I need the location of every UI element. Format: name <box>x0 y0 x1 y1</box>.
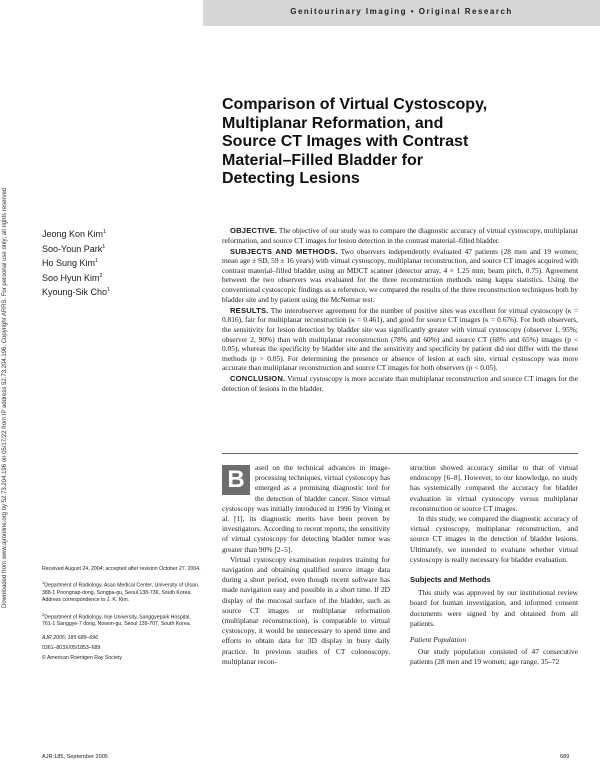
intro-paragraph: B ased on the technical advances in image-processing techniques, virtual cystoscopy has emerged as a promising diagnostic tool for the detection of bladder cancer. Since virtual cystoscopy was initially introduced in 1996 by Vining et al. [1], its diagnostic merits have been proven by investigators. According to recent reports, the sensitivity of virtual cystoscopy for detecting bladder tumor was greater than 90% [2–5]. <box>222 463 390 554</box>
body-paragraph: Virtual cystoscopy examination requires training for navigation and obtaining qualified source image data during a short period, even though recent software has made navigation easy and possible in a short time. If 2D display of the mucosal surface of the bladder, such as source CT images or multiplanar reformation (multiplanar reconstruction), is comparable to virtual cystoscopy, it would be unnecessary to spend time and efforts to obtain data for 3D display in busy daily practice. In previous studies of CT colonoscopy, multiplanar recon- <box>222 554 390 666</box>
title-line: Source CT Images with Contrast <box>222 133 469 150</box>
affiliation-1: $^1$Department of Radiology, Asan Medical Center, University of Ulsan, 388-1 Poongnap-dong, Songpa-gu, Seoul 138-736, South Korea. Address correspondence to J. K. Kim. <box>42 580 200 604</box>
abstract-methods: SUBJECTS AND METHODS. Two observers independently evaluated 47 patients (28 men and 19 women; mean age ± SD, 59 ± 16 years) with virtual cystoscopy, multiplanar reconstruction, and source CT images acquired with contrast material–filled bladder using an MDCT scanner (detector array, 4 × 1.25 mm; beam pitch, 0.75). Agreement between the two observers was evaluated for the three reconstruction methods using kappa statistics. Using the conventional cystoscopic findings as a reference, we compared the results of the three reconstruction techniques both by bladder site and by patient using the McNemar test. <box>222 246 578 304</box>
article-meta <box>42 566 202 668</box>
subsection-heading: Patient Population <box>410 635 467 645</box>
body-paragraph: struction showed accuracy similar to that of virtual endoscopy [6–8]. However, to our knowledge, no study has systemically compared the accuracy for bladder evaluation in virtual cystoscopy versus multiplanar reconstruction or source CT images. <box>410 463 578 513</box>
body-column-2 <box>410 463 578 668</box>
body-paragraph: This study was approved by our institutional review board for human investigation, and informed consent documents were signed by and obtained from all patients. <box>410 588 578 628</box>
section-header: Genitourinary Imaging • Original Research <box>290 7 513 16</box>
affiliation-2: $^2$Department of Radiology, Inje University, Sanggyepaik Hospital, 761-1 Sanggye-7 dong, Nowon-gu, Seoul 139-707, South Korea. <box>42 611 192 628</box>
page-number: 689 <box>560 754 570 760</box>
author: Jeong Kon Kim$^1$ <box>42 229 107 239</box>
abstract-divider <box>222 453 578 454</box>
section-heading: Subjects and Methods <box>410 575 491 585</box>
author-list <box>42 226 202 299</box>
author: Kyoung-Sik Cho$^1$ <box>42 287 111 298</box>
article-title <box>222 96 577 189</box>
issn: 0361–803X/05/1853–689 <box>42 644 101 651</box>
drop-cap: B <box>222 465 250 495</box>
download-notice <box>0 140 14 610</box>
received-dates: Received August 24, 2004; accepted after revision October 27, 2004. <box>42 566 201 572</box>
citation-block: AJR 2005; 185:689–696 <box>42 634 98 641</box>
abstract-results: RESULTS. The interobserver agreement for the number of positive sites was excellent for virtual cystoscopy (κ = 0.816), fair for multiplanar reconstruction (κ = 0.461), and good for source CT images (κ = 0.676). For both observers, the sensitivity for lesion detection by bladder site was significantly greater with virtual cystoscopy (observer 1, 95%; observer 2, 90%) than with multiplanar reconstruction (78% and 60%) and source CT (68% and 65%) images (p < 0.05), whereas the specificity by bladder site and the sensitivity and specificity by patient did not differ with the three methods (p > 0.05). For determining the presence or absence of lesion at each site, virtual cystoscopy was more accurate than multiplanar reconstruction and source CT images for both observers (p < 0.05). <box>222 305 578 373</box>
abstract-objective: OBJECTIVE. The objective of our study was to compare the diagnostic accuracy of virtual cystoscopy, multiplanar reformation, and source CT images for lesion detection in the contrast material–filled bladder. <box>222 226 579 245</box>
title-line: Detecting Lesions <box>222 170 360 187</box>
author: Soo-Youn Park$^1$ <box>42 243 106 254</box>
body-column-1 <box>222 463 390 667</box>
title-line: Comparison of Virtual Cystoscopy, <box>222 96 488 113</box>
copyright: © American Roentgen Ray Society <box>42 655 122 662</box>
author: Ho Sung Kim$^1$ <box>42 258 99 269</box>
download-notice-text: Downloaded from www.ajronline.org by 52.73.204.196 on 05/17/22 from IP address 52.73.204.196. Copyright ARRS. For personal use only; all rights reserved <box>2 187 8 608</box>
body-paragraph: Our study population consisted of 47 consecutive patients (28 men and 19 women; age range, 35–72 <box>410 647 578 667</box>
abstract <box>222 226 578 395</box>
footer-journal: AJR:185, September 2005 <box>42 754 108 760</box>
body-paragraph: In this study, we compared the diagnostic accuracy of virtual cystoscopy, multiplanar reconstruction, and source CT images in the detection of bladder lesions. Ultimately, we intended to evaluate whether virtual cystoscopy is really necessary for bladder evaluation. <box>410 514 578 564</box>
abstract-conclusion: CONCLUSION. Virtual cystoscopy is more accurate than multiplanar reconstruction and source CT images for the detection of lesions in the bladder. <box>222 374 579 393</box>
author: Soo Hyun Kim$^2$ <box>42 272 103 283</box>
title-line: Multiplanar Reformation, and <box>222 114 444 132</box>
title-line: Material–Filled Bladder for <box>222 151 423 169</box>
